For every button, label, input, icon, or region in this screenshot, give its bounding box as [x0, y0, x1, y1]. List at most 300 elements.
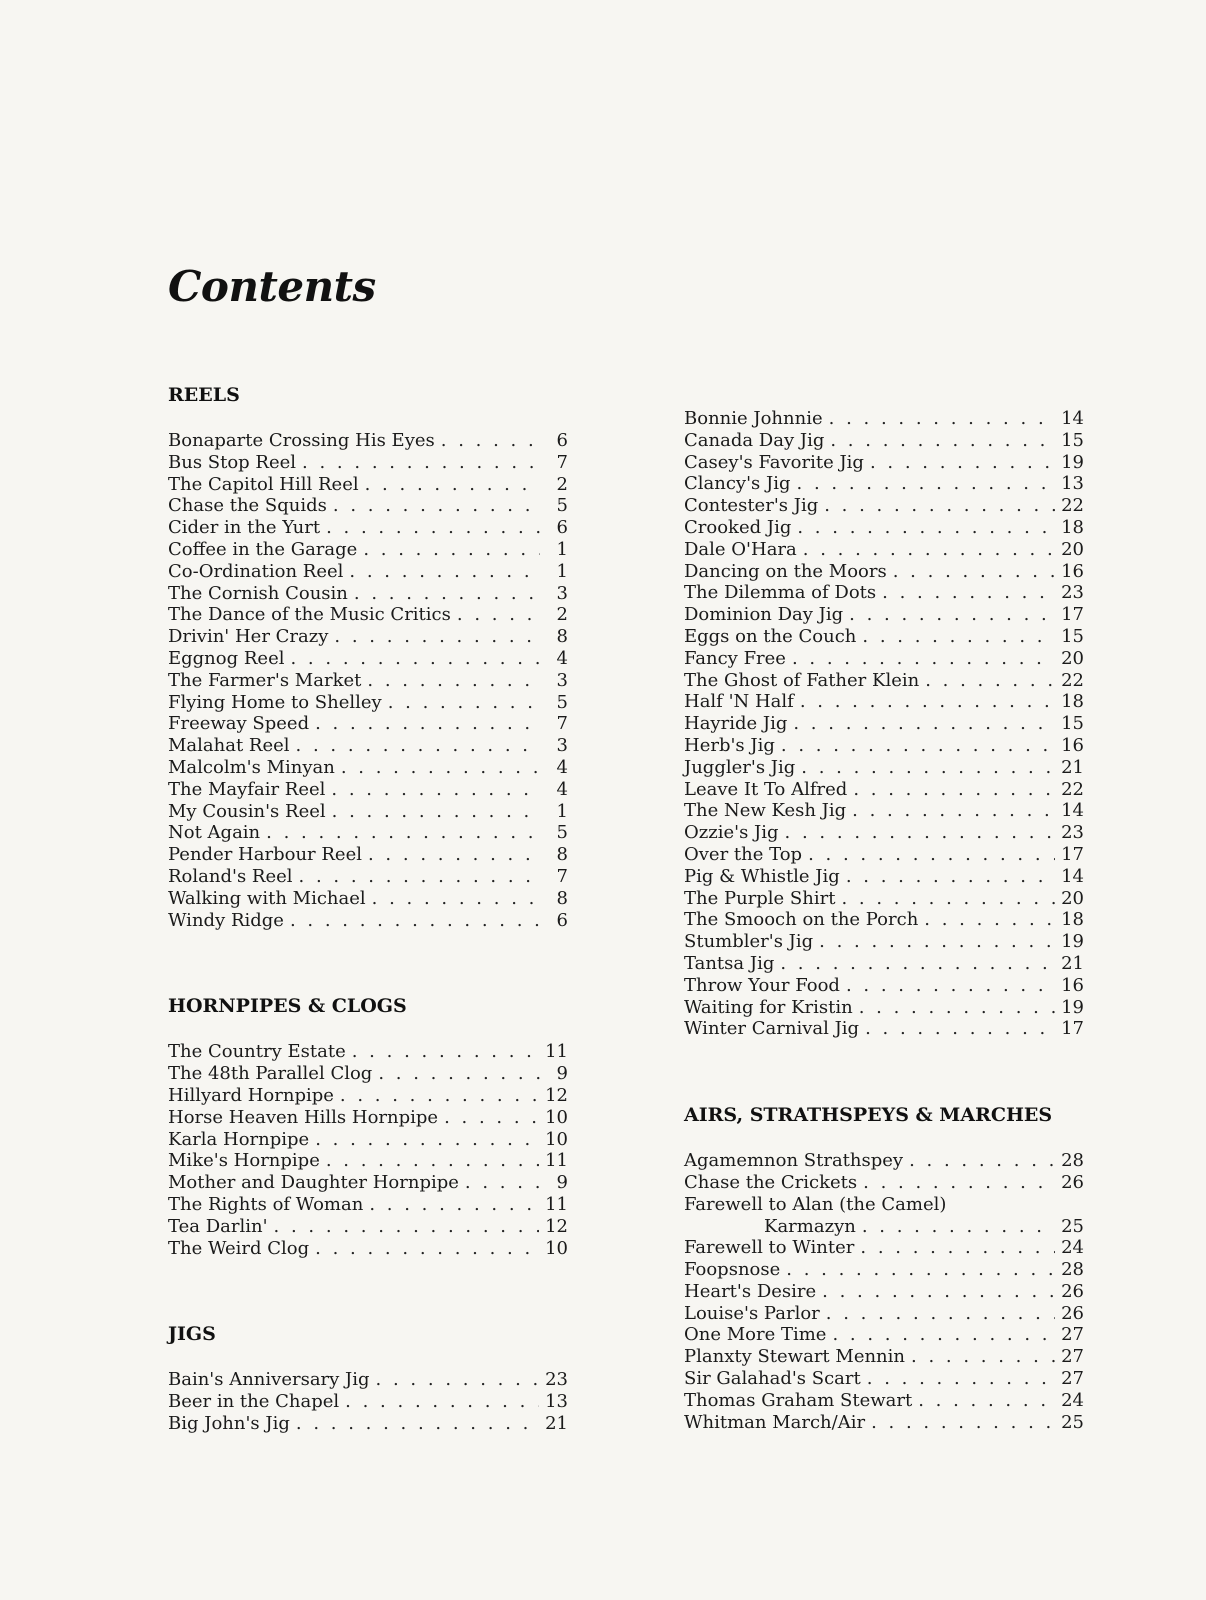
toc-entry-title: Co-Ordination Reel	[168, 560, 344, 582]
toc-entry	[168, 822, 568, 844]
toc-entry-title: Crooked Jig	[684, 516, 792, 538]
toc-entry	[684, 1172, 1084, 1194]
toc-entry	[684, 888, 1084, 910]
toc-entry-title: Over the Top	[684, 843, 803, 865]
dot-leader	[340, 1085, 539, 1107]
dot-leader	[781, 735, 1055, 757]
toc-entry	[168, 1194, 568, 1216]
toc-entry	[684, 779, 1084, 801]
toc-entry-page: 12	[545, 1215, 568, 1237]
toc-entry-title: Eggs on the Couch	[684, 625, 857, 647]
dot-leader	[792, 648, 1055, 670]
toc-entry	[168, 670, 568, 692]
dot-leader	[911, 1346, 1055, 1368]
dot-leader	[893, 561, 1055, 583]
dot-leader	[909, 1150, 1055, 1172]
dot-leader	[372, 888, 540, 910]
toc-entry	[684, 757, 1084, 779]
dot-leader	[465, 1172, 540, 1194]
toc-entry	[684, 1259, 1084, 1281]
dot-leader	[333, 495, 540, 517]
toc-entry	[684, 1281, 1084, 1303]
toc-entry-page: 5	[556, 822, 568, 844]
toc-entry-page: 8	[556, 844, 568, 866]
dot-leader	[862, 626, 1055, 648]
toc-entry-title: Mike's Hornpipe	[168, 1150, 320, 1172]
toc-entry-title: Dale O'Hara	[684, 538, 797, 560]
dot-leader	[326, 517, 540, 539]
toc-entry-title: The Capitol Hill Reel	[168, 473, 359, 495]
toc-entry-title: The Weird Clog	[168, 1237, 310, 1259]
toc-entry-title: Hayride Jig	[684, 713, 788, 735]
toc-entry-wrapped	[684, 1194, 1084, 1238]
toc-entry	[168, 866, 568, 888]
toc-entry	[168, 1129, 568, 1151]
toc-entry-page: 16	[1061, 734, 1084, 756]
toc-entry	[168, 1216, 568, 1238]
toc-entry-page: 17	[1061, 604, 1084, 626]
toc-entry	[168, 801, 568, 823]
dot-leader	[867, 1368, 1055, 1390]
toc-entry	[684, 822, 1084, 844]
dot-leader	[296, 735, 540, 757]
toc-entry-page: 27	[1061, 1368, 1084, 1390]
toc-entry-page: 11	[545, 1041, 568, 1063]
toc-entry	[684, 539, 1084, 561]
toc-entry-title: Herb's Jig	[684, 734, 775, 756]
dot-leader	[290, 648, 540, 670]
toc-entry-page: 15	[1061, 429, 1084, 451]
dot-leader	[290, 910, 540, 932]
toc-entry	[684, 909, 1084, 931]
dot-leader	[349, 561, 540, 583]
toc-entry	[684, 735, 1084, 757]
dot-leader	[369, 1194, 539, 1216]
toc-entry	[168, 844, 568, 866]
toc-entry-page: 7	[556, 713, 568, 735]
toc-entry-page: 9	[556, 1172, 568, 1194]
toc-entry-page: 4	[556, 647, 568, 669]
dot-leader	[882, 582, 1055, 604]
toc-entry-page: 19	[1061, 451, 1084, 473]
toc-entry-page: 26	[1061, 1171, 1084, 1193]
toc-entry-page: 14	[1061, 800, 1084, 822]
toc-entry-title: Pig & Whistle Jig	[684, 865, 840, 887]
toc-entry-page: 12	[545, 1084, 568, 1106]
toc-entry	[684, 626, 1084, 648]
toc-entry	[684, 997, 1084, 1019]
toc-entry-title: The Country Estate	[168, 1041, 346, 1063]
dot-leader	[841, 888, 1055, 910]
toc-entry-title: Big John's Jig	[168, 1412, 290, 1434]
toc-entry-title-line1: Farewell to Alan (the Camel)	[684, 1193, 947, 1215]
toc-entry-title: Bonnie Johnnie	[684, 408, 823, 429]
toc-entry	[168, 648, 568, 670]
toc-entry	[168, 495, 568, 517]
toc-entry	[168, 779, 568, 801]
toc-entry-page: 22	[1061, 669, 1084, 691]
toc-entry	[684, 975, 1084, 997]
toc-entry-page: 23	[1061, 822, 1084, 844]
toc-entry-page: 21	[545, 1412, 568, 1434]
toc-entry	[168, 1150, 568, 1172]
toc-entry-title: Thomas Graham Stewart	[684, 1389, 913, 1411]
toc-entry-page: 1	[556, 538, 568, 560]
dot-leader	[302, 452, 540, 474]
dot-leader	[824, 495, 1055, 517]
dot-leader	[388, 692, 540, 714]
toc-entry	[168, 626, 568, 648]
dot-leader	[341, 757, 540, 779]
toc-entry-page: 3	[556, 582, 568, 604]
page-title: Contents	[168, 262, 376, 311]
toc-entry	[684, 517, 1084, 539]
toc-entry	[684, 582, 1084, 604]
toc-entry-title: Mother and Daughter Hornpipe	[168, 1172, 459, 1194]
toc-entry-page: 21	[1061, 756, 1084, 778]
dot-leader	[457, 604, 540, 626]
toc-entry-title: Dominion Day Jig	[684, 604, 844, 626]
toc-entry	[684, 1346, 1084, 1368]
toc-entry	[684, 691, 1084, 713]
toc-entry	[168, 757, 568, 779]
toc-entry	[684, 800, 1084, 822]
dot-leader	[808, 844, 1055, 866]
dot-leader	[354, 583, 540, 605]
toc-entry	[168, 1063, 568, 1085]
toc-entry-page: 26	[1061, 1280, 1084, 1302]
toc-entry-title: Tea Darlin'	[168, 1215, 268, 1237]
toc-entry	[684, 1390, 1084, 1412]
toc-entry-title: The Cornish Cousin	[168, 582, 348, 604]
toc-entry-page: 2	[556, 473, 568, 495]
toc-entry-page: 26	[1061, 1302, 1084, 1324]
toc-entry-page: 6	[556, 909, 568, 931]
toc-entry-title: Roland's Reel	[168, 865, 293, 887]
reels-list	[168, 430, 568, 931]
toc-entry	[168, 517, 568, 539]
toc-entry-page: 18	[1061, 909, 1084, 931]
toc-entry	[684, 866, 1084, 888]
dot-leader	[299, 866, 540, 888]
dot-leader	[853, 779, 1055, 801]
toc-entry	[684, 713, 1084, 735]
toc-entry-title: Malahat Reel	[168, 735, 290, 757]
toc-entry-title: Dancing on the Moors	[684, 560, 887, 582]
toc-entry-title: Winter Carnival Jig	[684, 1018, 860, 1040]
toc-entry-page: 22	[1061, 778, 1084, 800]
toc-entry	[684, 953, 1084, 975]
toc-entry	[684, 670, 1084, 692]
toc-entry-page: 14	[1061, 408, 1084, 429]
toc-entry	[168, 539, 568, 561]
dot-leader	[345, 1391, 539, 1413]
toc-entry	[168, 1369, 568, 1391]
dot-leader	[797, 473, 1056, 495]
dot-leader	[871, 1412, 1055, 1434]
toc-entry-title: The Mayfair Reel	[168, 778, 326, 800]
toc-entry-title: Hillyard Hornpipe	[168, 1084, 334, 1106]
toc-entry-title: Half 'N Half	[684, 691, 794, 713]
dot-leader	[860, 1237, 1055, 1259]
dot-leader	[266, 822, 540, 844]
toc-entry-title: Bain's Anniversary Jig	[168, 1369, 370, 1391]
toc-entry-page: 10	[545, 1106, 568, 1128]
toc-entry-page: 11	[545, 1193, 568, 1215]
dot-leader	[925, 670, 1055, 692]
dot-leader	[924, 909, 1055, 931]
dot-leader	[378, 1063, 540, 1085]
toc-entry	[168, 910, 568, 932]
toc-entry	[168, 1391, 568, 1413]
toc-entry	[684, 604, 1084, 626]
toc-entry-title: Throw Your Food	[684, 974, 840, 996]
toc-entry-page: 23	[1061, 582, 1084, 604]
toc-entry-title: Contester's Jig	[684, 495, 819, 517]
toc-entry-page: 5	[556, 691, 568, 713]
toc-entry-page: 15	[1061, 625, 1084, 647]
toc-entry	[684, 1368, 1084, 1390]
toc-entry-page: 11	[545, 1150, 568, 1172]
toc-entry-page: 4	[556, 778, 568, 800]
dot-leader	[780, 953, 1055, 975]
toc-entry-title: The New Kesh Jig	[684, 800, 847, 822]
dot-leader	[849, 604, 1055, 626]
section-heading-reels: REELS	[168, 384, 240, 406]
toc-entry-page: 7	[556, 865, 568, 887]
toc-entry-title: Leave It To Alfred	[684, 778, 848, 800]
toc-entry-page: 17	[1061, 843, 1084, 865]
toc-entry-page: 6	[556, 517, 568, 539]
toc-entry	[168, 1107, 568, 1129]
toc-entry-title: Beer in the Chapel	[168, 1391, 340, 1413]
dot-leader	[793, 713, 1055, 735]
toc-entry	[168, 604, 568, 626]
section-heading-hornpipes: HORNPIPES & CLOGS	[168, 995, 407, 1018]
toc-entry-title: Tantsa Jig	[684, 952, 775, 974]
toc-entry-page: 3	[556, 669, 568, 691]
toc-entry	[168, 583, 568, 605]
section-heading-jigs: JIGS	[168, 1323, 216, 1346]
dot-leader	[368, 844, 540, 866]
toc-entry	[684, 844, 1084, 866]
toc-entry-title: Farewell to Winter	[684, 1237, 855, 1259]
toc-entry-page: 23	[545, 1369, 568, 1391]
toc-entry-page: 9	[556, 1063, 568, 1085]
toc-entry-title: Stumbler's Jig	[684, 931, 814, 953]
toc-entry-page: 25	[1061, 1215, 1084, 1237]
toc-entry-page: 2	[556, 604, 568, 626]
dot-leader	[819, 931, 1055, 953]
toc-entry-page: 16	[1061, 560, 1084, 582]
toc-entry	[684, 1018, 1084, 1040]
toc-entry	[684, 408, 1084, 430]
jigs-list	[168, 1369, 568, 1434]
dot-leader	[785, 822, 1056, 844]
toc-entry-page: 1	[556, 800, 568, 822]
toc-entry-page: 28	[1061, 1259, 1084, 1281]
toc-entry-title: Windy Ridge	[168, 909, 284, 931]
toc-entry	[684, 473, 1084, 495]
dot-leader	[832, 1324, 1055, 1346]
toc-entry-title: The Rights of Woman	[168, 1193, 364, 1215]
toc-entry	[168, 1085, 568, 1107]
toc-entry-title: The Dilemma of Dots	[684, 582, 877, 604]
left-column	[168, 384, 568, 1435]
toc-entry	[168, 713, 568, 735]
dot-leader	[367, 670, 540, 692]
dot-leader	[852, 800, 1055, 822]
dot-leader	[803, 539, 1055, 561]
right-column	[684, 408, 1084, 1433]
toc-entry-title: Casey's Favorite Jig	[684, 451, 864, 473]
airs-list-b	[684, 1237, 1084, 1433]
toc-entry-page: 27	[1061, 1346, 1084, 1368]
toc-entry-title-line2: Karmazyn	[764, 1215, 856, 1237]
toc-entry-title: Walking with Michael	[168, 887, 366, 909]
toc-entry	[684, 430, 1084, 452]
toc-entry	[684, 1150, 1084, 1172]
toc-entry-title: Horse Heaven Hills Hornpipe	[168, 1106, 439, 1128]
toc-entry-page: 25	[1061, 1411, 1084, 1433]
dot-leader	[826, 1303, 1055, 1325]
dot-leader	[800, 691, 1055, 713]
toc-entry	[684, 1324, 1084, 1346]
toc-entry-title: Canada Day Jig	[684, 429, 825, 451]
toc-entry	[684, 1237, 1084, 1259]
dot-leader	[331, 779, 540, 801]
toc-entry-title: Whitman March/Air	[684, 1411, 866, 1433]
dot-leader	[315, 1238, 539, 1260]
toc-entry-title: The Dance of the Music Critics	[168, 604, 451, 626]
dot-leader	[797, 517, 1055, 539]
toc-entry-page: 1	[556, 560, 568, 582]
toc-entry-page: 17	[1061, 1018, 1084, 1040]
toc-entry	[168, 735, 568, 757]
toc-entry	[684, 1412, 1084, 1434]
dot-leader	[918, 1390, 1055, 1412]
dot-leader	[326, 1150, 539, 1172]
toc-entry-page: 18	[1061, 691, 1084, 713]
toc-entry-title: Pender Harbour Reel	[168, 844, 362, 866]
toc-entry-title: Drivin' Her Crazy	[168, 626, 329, 648]
toc-entry-title: Bonaparte Crossing His Eyes	[168, 430, 435, 451]
toc-entry	[684, 561, 1084, 583]
toc-entry	[168, 1238, 568, 1260]
dot-leader	[865, 1018, 1055, 1040]
dot-leader	[863, 1172, 1055, 1194]
toc-entry-page: 7	[556, 451, 568, 473]
dot-leader	[332, 801, 540, 823]
toc-entry-page: 4	[556, 756, 568, 778]
toc-entry	[684, 495, 1084, 517]
toc-entry-title: Chase the Crickets	[684, 1171, 858, 1193]
toc-entry-title: Ozzie's Jig	[684, 822, 779, 844]
toc-entry	[168, 430, 568, 452]
toc-entry-page: 20	[1061, 887, 1084, 909]
toc-entry	[684, 648, 1084, 670]
toc-entry	[168, 452, 568, 474]
toc-entry-title: Freeway Speed	[168, 713, 310, 735]
toc-entry-page: 24	[1061, 1389, 1084, 1411]
dot-leader	[829, 408, 1055, 430]
toc-entry-title: Agamemnon Strathspey	[684, 1150, 904, 1172]
dot-leader	[830, 430, 1055, 452]
dot-leader	[363, 539, 540, 561]
toc-entry-title: The Purple Shirt	[684, 887, 836, 909]
toc-entry-page: 24	[1061, 1237, 1084, 1259]
airs-list-a	[684, 1150, 1084, 1194]
dot-leader	[274, 1216, 540, 1238]
toc-entry-title: My Cousin's Reel	[168, 800, 326, 822]
dot-leader	[444, 1107, 539, 1129]
dot-leader	[315, 713, 540, 735]
toc-entry-title: Waiting for Kristin	[684, 996, 853, 1018]
toc-entry-title: Chase the Squids	[168, 495, 327, 517]
toc-entry-page: 19	[1061, 996, 1084, 1018]
dot-leader	[859, 997, 1055, 1019]
toc-entry-page: 27	[1061, 1324, 1084, 1346]
toc-entry-page: 14	[1061, 865, 1084, 887]
dot-leader	[365, 474, 540, 496]
toc-entry-title: Juggler's Jig	[684, 756, 796, 778]
dot-leader	[870, 452, 1055, 474]
toc-entry	[168, 474, 568, 496]
toc-entry	[168, 561, 568, 583]
toc-entry-title: Clancy's Jig	[684, 473, 791, 495]
toc-entry-page: 5	[556, 495, 568, 517]
section-heading-airs: AIRS, STRATHSPEYS & MARCHES	[684, 1104, 1053, 1127]
toc-entry-title: One More Time	[684, 1324, 827, 1346]
toc-entry-page: 13	[545, 1391, 568, 1413]
hornpipes-list	[168, 1041, 568, 1259]
dot-leader	[441, 430, 540, 452]
toc-entry-title: Flying Home to Shelley	[168, 691, 382, 713]
toc-entry-title: Cider in the Yurt	[168, 517, 321, 539]
dot-leader	[334, 626, 540, 648]
toc-entry	[168, 1413, 568, 1435]
toc-entry-page: 19	[1061, 931, 1084, 953]
toc-entry-title: Louise's Parlor	[684, 1302, 820, 1324]
toc-entry	[168, 1041, 568, 1063]
toc-entry-page: 10	[545, 1237, 568, 1259]
toc-entry-title: The Farmer's Market	[168, 669, 362, 691]
toc-entry-title: The 48th Parallel Clog	[168, 1063, 373, 1085]
toc-entry	[684, 931, 1084, 953]
dot-leader	[822, 1281, 1055, 1303]
toc-entry-page: 15	[1061, 713, 1084, 735]
dot-leader	[846, 975, 1055, 997]
toc-entry-title: Not Again	[168, 822, 261, 844]
dot-leader	[376, 1369, 540, 1391]
toc-entry-title: The Smooch on the Porch	[684, 909, 919, 931]
toc-entry-title: Eggnog Reel	[168, 647, 285, 669]
toc-entry-page: 10	[545, 1128, 568, 1150]
toc-entry-page: 22	[1061, 495, 1084, 517]
toc-entry-title: Fancy Free	[684, 647, 786, 669]
toc-entry-page: 8	[556, 626, 568, 648]
toc-entry	[168, 888, 568, 910]
toc-entry	[684, 1303, 1084, 1325]
toc-entry-title: Coffee in the Garage	[168, 538, 358, 560]
toc-entry-title: Bus Stop Reel	[168, 451, 297, 473]
dot-leader	[862, 1216, 1055, 1238]
toc-entry-title: Planxty Stewart Mennin	[684, 1346, 906, 1368]
toc-entry-page: 16	[1061, 974, 1084, 996]
toc-entry-title: Sir Galahad's Scart	[684, 1368, 861, 1390]
toc-entry	[684, 452, 1084, 474]
dot-leader	[352, 1041, 539, 1063]
